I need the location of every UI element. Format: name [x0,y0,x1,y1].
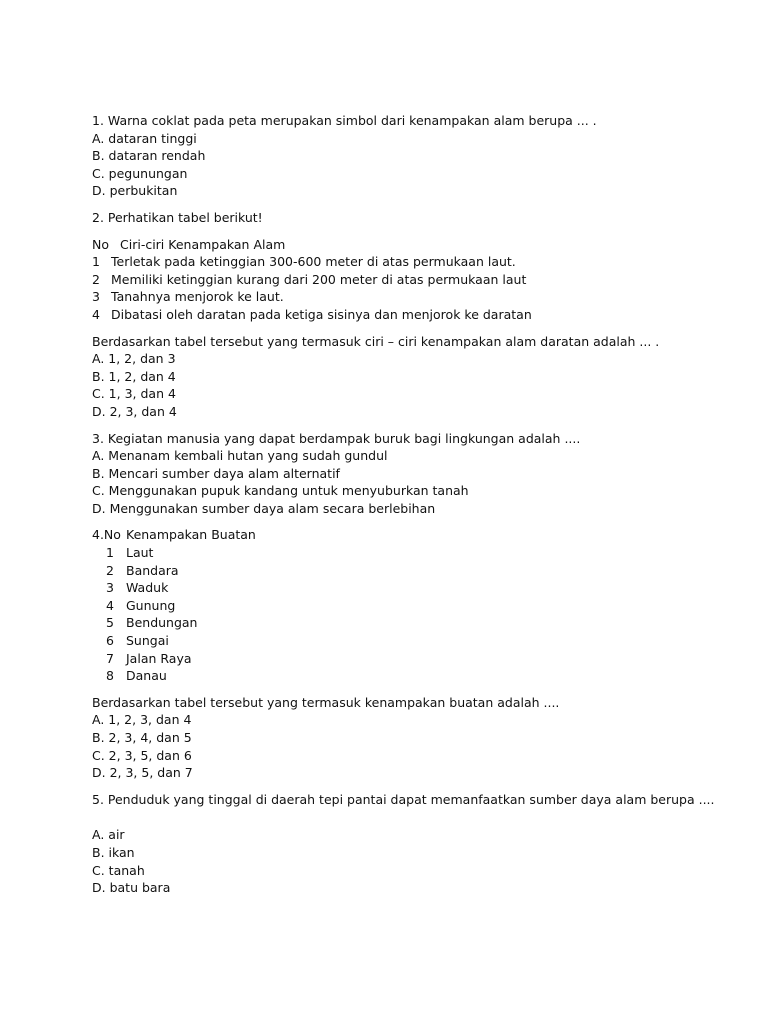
table-row-text: Terletak pada ketinggian 300-600 meter di atas permukaan laut. [111,254,516,270]
document-page [92,112,732,897]
question-1-text: 1. Warna coklat pada peta merupakan simbol dari kenampakan alam berupa ... . [92,113,597,128]
table-row-number: 6 [106,633,114,649]
question-3-option-a: A. Menanam kembali hutan yang sudah gundul [92,448,388,464]
question-4 [92,526,732,781]
question-3 [92,430,732,518]
question-1-option-c: C. pegunungan [92,165,188,181]
table-row-text: Dibatasi oleh daratan pada ketiga sisinya dan menjorok ke daratan [111,306,532,322]
question-1 [92,112,732,200]
question-5-option-c: C. tanah [92,862,145,878]
table-row-text: Laut [126,545,154,561]
table-row-number: 1 [92,254,100,270]
question-4-option-d: D. 2, 3, 5, dan 7 [92,765,193,781]
table-row [92,544,732,562]
table-row [92,667,732,685]
question-2 [92,209,732,421]
table-row-text: Jalan Raya [126,650,192,666]
table-row [92,253,732,271]
table-row [92,579,732,597]
table-row-number: 2 [106,562,114,578]
table-row-number: 3 [106,580,114,596]
question-1-option-a: A. dataran tinggi [92,130,197,146]
table-header-no: No [92,236,109,252]
table-row [92,562,732,580]
table-row-text: Bendungan [126,615,198,631]
question-2-table-header [92,236,732,254]
table-row [92,614,732,632]
table-row-text: Tanahnya menjorok ke laut. [111,289,284,305]
table-row-number: 4 [106,597,114,613]
table-row-number: 1 [106,545,114,561]
question-4-option-b: B. 2, 3, 4, dan 5 [92,730,192,745]
question-4-option-c: C. 2, 3, 5, dan 6 [92,747,192,763]
table-header-column: Ciri-ciri Kenampakan Alam [120,236,286,252]
question-4-header-column: Kenampakan Buatan [126,527,256,543]
table-row-text: Bandara [126,562,179,578]
question-3-option-c: C. Menggunakan pupuk kandang untuk menyuburkan tanah [92,483,469,499]
table-row-text: Gunung [126,597,176,613]
question-5-option-d: D. batu bara [92,880,171,896]
table-row [92,597,732,615]
question-2-option-a: A. 1, 2, dan 3 [92,351,176,367]
table-row [92,632,732,650]
table-row-text: Danau [126,668,167,684]
question-5-option-a: A. air [92,827,125,843]
question-3-text: 3. Kegiatan manusia yang dapat berdampak buruk bagi lingkungan adalah .... [92,430,581,446]
table-row-number: 2 [92,271,100,287]
question-2-option-d: D. 2, 3, dan 4 [92,403,177,419]
table-row-text: Sungai [126,633,169,649]
table-row-number: 3 [92,289,100,305]
question-1-option-b: B. dataran rendah [92,148,206,164]
question-5-option-b: B. ikan [92,844,135,860]
question-4-text: Berdasarkan tabel tersebut yang termasuk kenampakan buatan adalah .... [92,694,560,710]
question-5-text: 5. Penduduk yang tinggal di daerah tepi pantai dapat memanfaatkan sumber daya alam berupa .... [92,791,715,807]
question-3-option-b: B. Mencari sumber daya alam alternatif [92,465,340,481]
table-row-number: 4 [92,306,100,322]
question-2-option-c: C. 1, 3, dan 4 [92,386,176,402]
table-row [92,271,732,289]
table-row [92,650,732,668]
table-row-text: Waduk [126,580,169,596]
table-row-text: Memiliki ketinggian kurang dari 200 meter di atas permukaan laut [111,271,527,287]
table-row-number: 5 [106,615,114,631]
question-4-header-no: 4.No [92,527,121,543]
table-row-number: 7 [106,650,114,666]
question-2-text: Berdasarkan tabel tersebut yang termasuk ciri – ciri kenampakan alam daratan adalah ... . [92,333,660,349]
question-1-option-d: D. perbukitan [92,183,178,199]
question-5 [92,791,732,897]
question-3-option-d: D. Menggunakan sumber daya alam secara berlebihan [92,500,436,516]
question-2-option-b: B. 1, 2, dan 4 [92,368,176,384]
table-row [92,306,732,324]
table-row [92,288,732,306]
question-4-table-header [92,526,732,544]
question-2-table [92,236,732,324]
question-4-option-a: A. 1, 2, 3, dan 4 [92,712,192,728]
table-row-number: 8 [106,668,114,684]
question-2-intro: 2. Perhatikan tabel berikut! [92,209,263,225]
